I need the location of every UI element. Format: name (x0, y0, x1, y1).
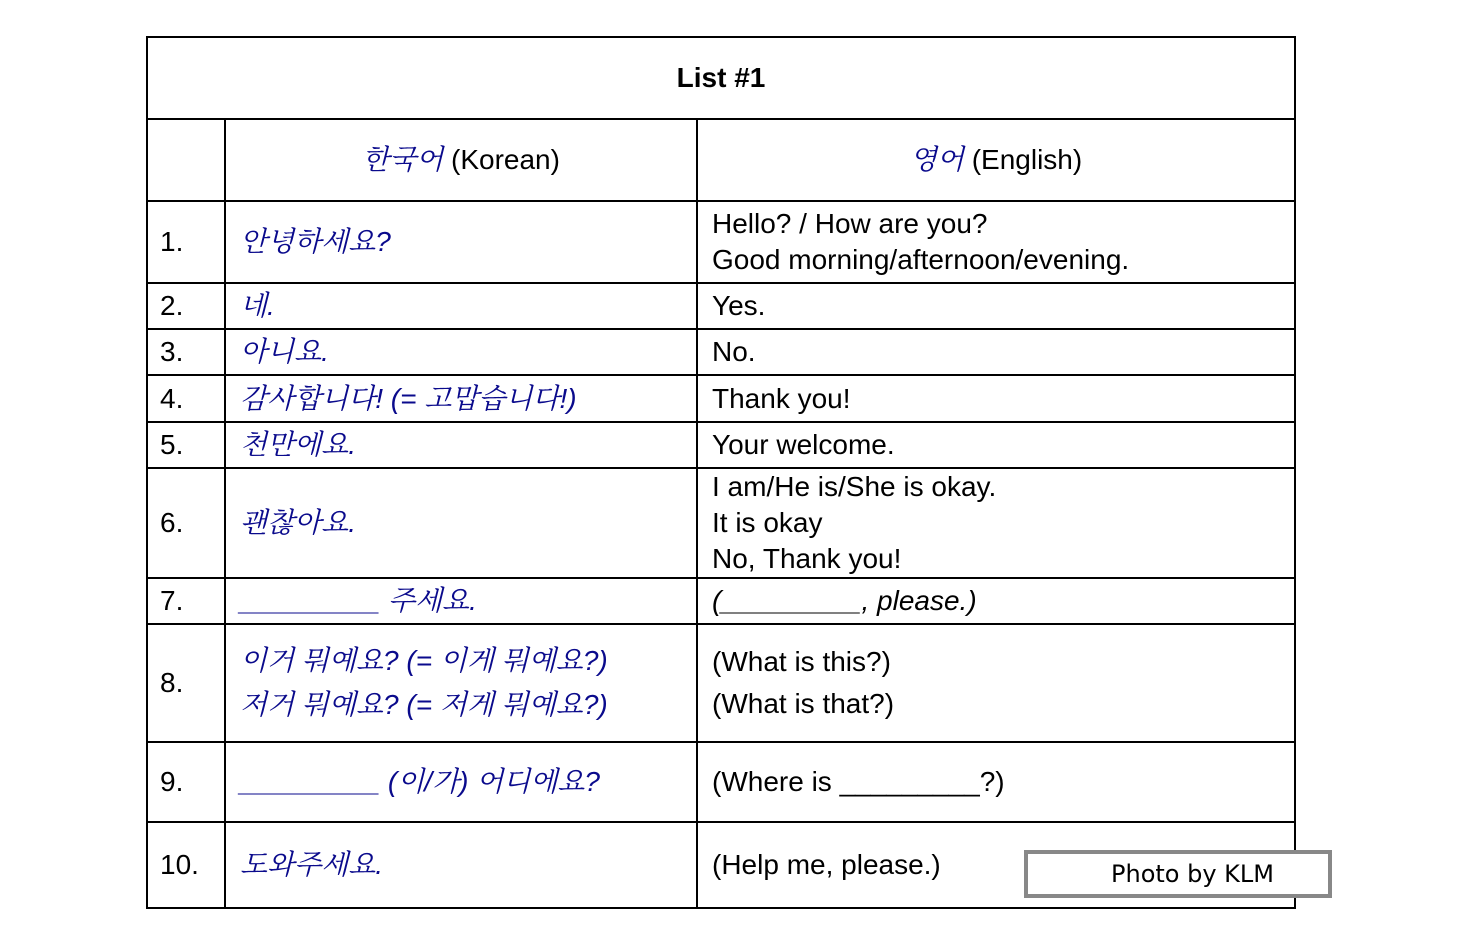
english-cell (697, 201, 1295, 283)
english-cell: Yes. (697, 283, 1295, 329)
vocabulary-table (146, 36, 1296, 909)
english-text: Good morning/afternoon/evening. (712, 244, 1130, 275)
header-korean-sub: (Korean) (451, 144, 560, 175)
korean-text: 저거 뭐예요? (= 저게 뭐예요?) (240, 689, 608, 720)
table-row (147, 578, 1295, 624)
row-number: 6. (147, 468, 225, 578)
korean-cell: 도와주세요. (225, 822, 697, 908)
english-cell: Thank you! (697, 375, 1295, 422)
english-text: Hello? / How are you? (712, 208, 988, 239)
header-korean (225, 119, 697, 201)
korean-text: 안녕하세요? (240, 226, 391, 257)
english-cell: (Where is _________?) (697, 742, 1295, 822)
korean-cell: 네. (225, 283, 697, 329)
english-text: I am/He is/She is okay. (712, 471, 997, 502)
header-english (697, 119, 1295, 201)
table-row (147, 283, 1295, 329)
table-row (147, 468, 1295, 578)
row-number: 10. (147, 822, 225, 908)
row-number: 9. (147, 742, 225, 822)
header-row (147, 119, 1295, 201)
table-row (147, 624, 1295, 742)
table-row (147, 375, 1295, 422)
korean-cell: 괜찮아요. (225, 468, 697, 578)
row-number: 1. (147, 201, 225, 283)
header-korean-label: 한국어 (362, 144, 444, 175)
english-cell: No. (697, 329, 1295, 375)
photo-credit-watermark: Photo by KLM (1024, 850, 1332, 898)
header-english-sub: (English) (971, 144, 1083, 175)
table-row (147, 201, 1295, 283)
korean-cell (225, 201, 697, 283)
table-title: List #1 (147, 37, 1295, 119)
header-english-label: 영어 (909, 144, 964, 175)
english-text: (What is this?) (712, 646, 891, 677)
english-cell (697, 468, 1295, 578)
korean-cell: _________ 주세요. (225, 578, 697, 624)
table-row (147, 422, 1295, 468)
english-text: (What is that?) (712, 688, 895, 719)
header-number (147, 119, 225, 201)
korean-cell: 아니요. (225, 329, 697, 375)
row-number: 3. (147, 329, 225, 375)
row-number: 4. (147, 375, 225, 422)
english-cell: (Help me, please.) (697, 822, 1295, 908)
row-number: 2. (147, 283, 225, 329)
table-row (147, 329, 1295, 375)
korean-cell: 감사합니다! (= 고맙습니다!) (225, 375, 697, 422)
korean-cell: 천만에요. (225, 422, 697, 468)
korean-cell: _________ (이/가) 어디에요? (225, 742, 697, 822)
table-row (147, 742, 1295, 822)
english-text: It is okay (712, 507, 823, 538)
row-number: 8. (147, 624, 225, 742)
english-text: No, Thank you! (712, 543, 902, 574)
english-cell: (_________, please.) (697, 578, 1295, 624)
row-number: 7. (147, 578, 225, 624)
english-cell: Your welcome. (697, 422, 1295, 468)
english-cell (697, 624, 1295, 742)
korean-cell (225, 624, 697, 742)
korean-text: 이거 뭐예요? (= 이게 뭐예요?) (240, 645, 608, 676)
row-number: 5. (147, 422, 225, 468)
